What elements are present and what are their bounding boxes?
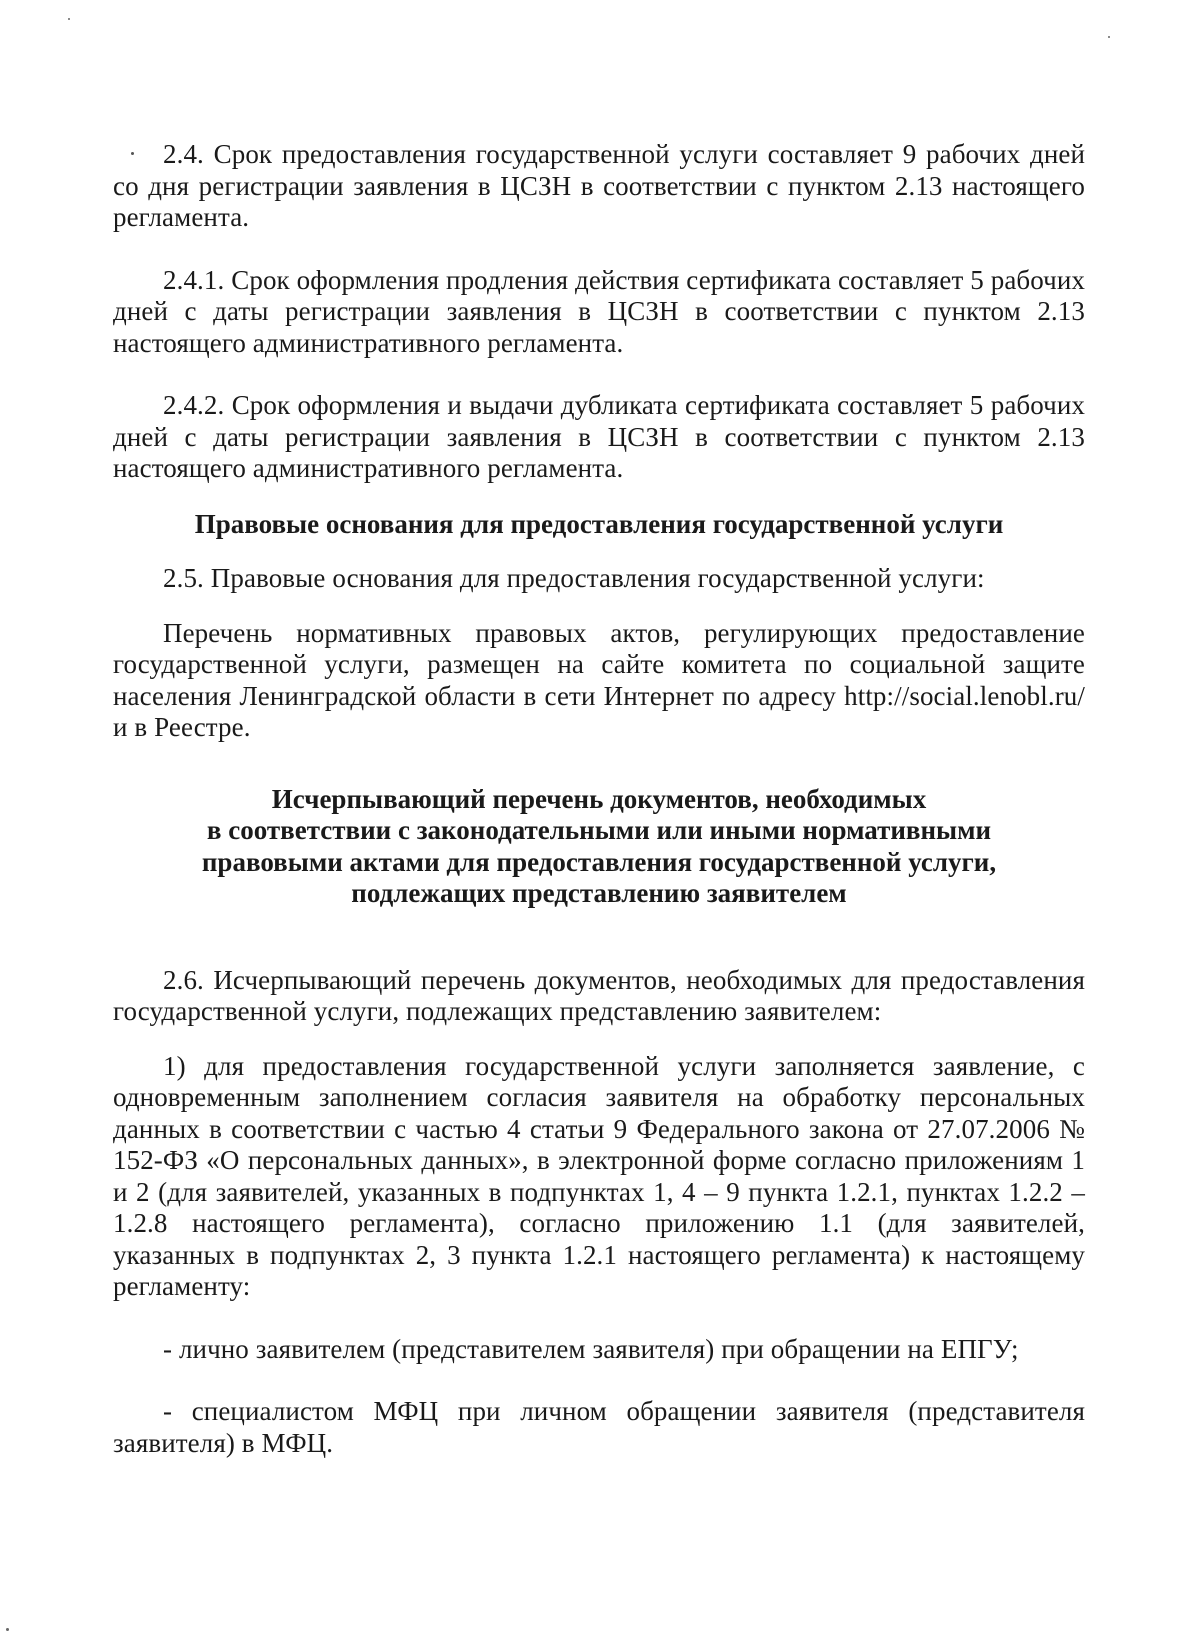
scan-speck bbox=[6, 1628, 9, 1631]
heading-line: подлежащих представлению заявителем bbox=[351, 878, 847, 908]
heading-line: Исчерпывающий перечень документов, необходимых bbox=[271, 783, 927, 814]
paragraph-2-4-1: 2.4.1. Срок оформления продления действия сертификата составляет 5 рабочих дней с даты регистрации заявления в ЦСЗН в соответствии с пунктом 2.13 настоящего административного регламента. bbox=[113, 264, 1085, 358]
paragraph-list-of-acts: Перечень нормативных правовых актов, регулирующих предоставление государственной услуги, размещен на сайте комитета по социальной защите населения Ленинградской области в сети Интернет по адресу http://social.lenobl.ru/ и в Реестре. bbox=[113, 617, 1085, 742]
heading-line: в соответствии с законодательными или иными нормативными bbox=[206, 815, 992, 845]
heading-exhaustive-list bbox=[113, 784, 1085, 910]
document-body bbox=[113, 139, 1085, 1459]
scan-speck bbox=[68, 18, 70, 20]
paragraph-2-4: 2.4. Срок предоставления государственной услуги составляет 9 рабочих дней со дня регистрации заявления в ЦСЗН в соответствии с пунктом 2.13 настоящего регламента. bbox=[113, 139, 1085, 232]
scan-speck bbox=[1108, 36, 1110, 38]
paragraph-2-5: 2.5. Правовые основания для предоставления государственной услуги: bbox=[163, 563, 985, 593]
paragraph-2-6: 2.6. Исчерпывающий перечень документов, необходимых для предоставления государственной услуги, подлежащих представлению заявителем: bbox=[113, 964, 1085, 1026]
paragraph-dash-mfc: - специалистом МФЦ при личном обращении заявителя (представителя заявителя) в МФЦ. bbox=[113, 1396, 1085, 1458]
paragraph-dash-epgu: - лично заявителем (представителем заявителя) при обращении на ЕПГУ; bbox=[163, 1333, 1019, 1364]
paragraph-item-1: 1) для предоставления государственной услуги заполняется заявление, с одновременным заполнением согласия заявителя на обработку персональных данных в соответствии с частью 4 статьи 9 Федерального закона от 27.07.2006 № 152-ФЗ «О персональных данных», в электронной форме согласно приложениям 1 и 2 (для заявителей, указанных в подпунктах 1, 4 – 9 пункта 1.2.1, пунктах 1.2.2 – 1.2.8 настоящего регламента), согласно приложению 1.1 (для заявителей, указанных в подпунктах 2, 3 пункта 1.2.1 настоящего регламента) к настоящему регламенту: bbox=[113, 1050, 1085, 1301]
heading-legal-basis: Правовые основания для предоставления государственной услуги bbox=[194, 508, 1004, 539]
heading-line: правовыми актами для предоставления государственной услуги, bbox=[201, 846, 997, 877]
paragraph-2-4-2: 2.4.2. Срок оформления и выдачи дубликата сертификата составляет 5 рабочих дней с даты регистрации заявления в ЦСЗН в соответствии с пунктом 2.13 настоящего административного регламента. bbox=[113, 390, 1085, 483]
